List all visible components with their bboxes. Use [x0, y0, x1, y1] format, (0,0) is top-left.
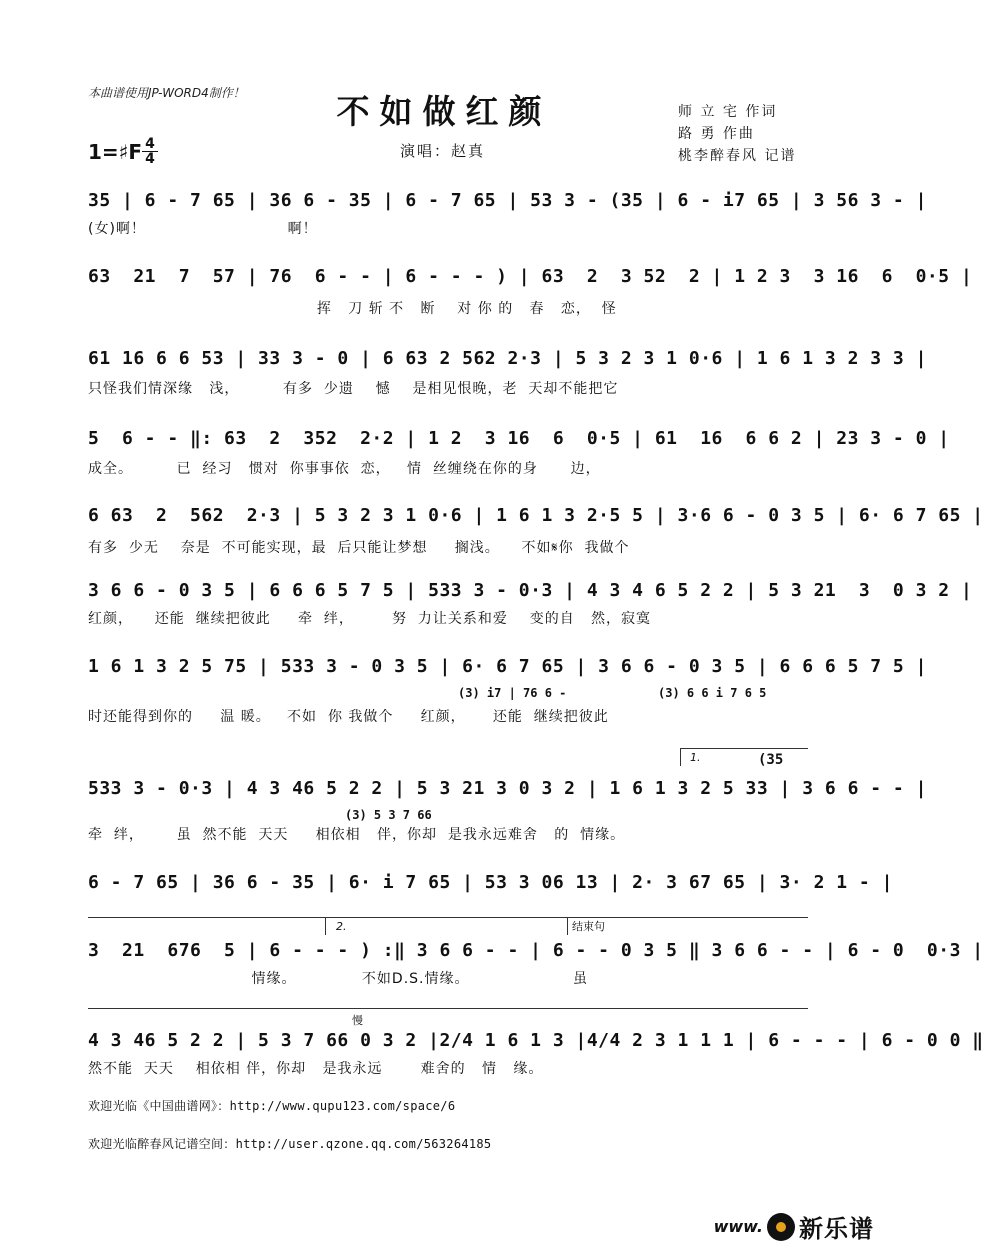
lyric-row-6: 红颜， 还能 继续把彼此 牵 绊， 努 力让关系和爱 变的自 然，寂寞 — [88, 611, 652, 627]
lyric-row-8: 牵 绊， 虽 然不能 天天 相依相 伴，你却 是我永远难舍 的 情缘。 — [88, 827, 626, 843]
ending-2-bracket-start — [325, 917, 326, 935]
ending-1-pickup: (35 — [758, 752, 784, 768]
score-row-5: 6 63 2 562 2·3 | 5 3 2 3 1 0·6 | 1 6 1 3 2·5 5 | 3·6 6 - 0 3 5 | 6· 6 7 65 | — [88, 505, 984, 526]
lyric-row-5: 有多 少无 奈是 不可能实现，最 后只能让梦想 搁浅。 不如𝄋你 我做个 — [88, 540, 630, 556]
score-row-3: 61 16 6 6 53 | 33 3 - 0 | 6 63 2 562 2·3 | 5 3 2 3 1 0·6 | 1 6 1 3 2 3 3 | — [88, 348, 927, 369]
ending-1-mark: 1. — [690, 751, 701, 764]
ossia-row-7b: (3) 6 6 i 7 6 5 — [658, 686, 767, 700]
brand-name: 新乐谱 — [799, 1215, 874, 1243]
brand-watermark — [714, 1209, 874, 1244]
key-signature: 1=♯F — [88, 140, 143, 164]
score-row-10: 3 21 676 5 | 6 - - - ) :‖ 3 6 6 - - | 6 - - 0 3 5 ‖ 3 6 6 - - | 6 - 0 0·3 | — [88, 940, 984, 961]
score-row-2: 63 21 7 57 | 76 6 - - | 6 - - - ) | 63 2 3 52 2 | 1 2 3 3 16 6 0·5 | — [88, 266, 973, 287]
coda-bracket-start — [567, 917, 568, 935]
ending-1-bracket — [680, 748, 808, 749]
lyric-row-7: 时还能得到你的 温 暖。 不如 你 我做个 红颜， 还能 继续把彼此 — [88, 709, 609, 725]
credits — [678, 101, 796, 167]
tempo-slow-mark: 慢 — [352, 1014, 363, 1027]
score-row-4: 5 6 - - ‖: 63 2 352 2·2 | 1 2 3 16 6 0·5 | 61 16 6 6 2 | 23 3 - 0 | — [88, 428, 950, 449]
system-divider-2 — [88, 1008, 808, 1009]
time-bottom: 4 — [142, 151, 158, 166]
lyric-row-11: 然不能 天天 相依相 伴，你却 是我永远 难舍的 情 缘。 — [88, 1061, 544, 1077]
vinyl-record-icon — [767, 1213, 795, 1241]
time-top: 4 — [145, 136, 155, 152]
software-note: 本曲谱使用JP-WORD4制作！ — [88, 86, 245, 100]
credit-lyricist: 师 立 宅 作词 — [678, 104, 778, 120]
score-row-6: 3 6 6 - 0 3 5 | 6 6 6 5 7 5 | 533 3 - 0·3 | 4 3 4 6 5 2 2 | 5 3 21 3 0 3 2 | — [88, 580, 973, 601]
ossia-row-7a: (3) i7 | 76 6 - — [458, 686, 567, 700]
ending-1-bracket-start — [680, 748, 681, 766]
score-row-9: 6 - 7 65 | 36 6 - 35 | 6· i 7 65 | 53 3 06 13 | 2· 3 67 65 | 3· 2 1 - | — [88, 872, 893, 893]
score-row-8: 533 3 - 0·3 | 4 3 46 5 2 2 | 5 3 21 3 0 3 2 | 1 6 1 3 2 5 33 | 3 6 6 - - | — [88, 778, 927, 799]
ossia-row-8: (3) 5 3 7 66 — [345, 808, 432, 822]
system-divider — [88, 917, 808, 918]
lyric-row-2: 挥 刀 斩 不 断 对 你 的 春 恋， 怪 — [88, 301, 617, 317]
score-row-1: 35 | 6 - 7 65 | 36 6 - 35 | 6 - 7 65 | 53 3 - (35 | 6 - i7 65 | 3 56 3 - | — [88, 190, 927, 211]
credit-composer: 路 勇 作曲 — [678, 126, 755, 142]
score-row-11: 4 3 46 5 2 2 | 5 3 7 66 0 3 2 |2/4 1 6 1 3 |4/4 2 3 1 1 1 | 6 - - - | 6 - 0 0 ‖ — [88, 1030, 984, 1051]
ending-2-mark: 2. — [336, 920, 347, 933]
score-row-7: 1 6 1 3 2 5 75 | 533 3 - 0 3 5 | 6· 6 7 65 | 3 6 6 - 0 3 5 | 6 6 6 5 7 5 | — [88, 656, 927, 677]
footer-link-qupu[interactable]: 欢迎光临《中国曲谱网》：http://www.qupu123.com/space/6 — [88, 1099, 456, 1113]
lyric-row-10: 情缘。 不如D.S.情缘。 虽 — [88, 971, 589, 987]
lyric-row-3: 只怪我们情深缘 浅， 有多 少遗 憾 是相见恨晚，老 天却不能把它 — [88, 381, 619, 397]
lyric-row-4: 成全。 已 经习 惯对 你事事依 恋， 情 丝缠绕在你的身 边， — [88, 461, 601, 477]
footer-link-qzone[interactable]: 欢迎光临醉春风记谱空间：http://user.qzone.qq.com/563264185 — [88, 1137, 492, 1151]
song-title: 不如做红颜 — [336, 92, 552, 131]
time-signature — [142, 137, 158, 166]
brand-www: www. — [713, 1217, 763, 1236]
coda-mark: 结束句 — [572, 920, 605, 933]
credit-transcriber: 桃李醉春风 记谱 — [678, 148, 797, 164]
singer: 演唱：赵真 — [400, 142, 486, 160]
lyric-row-1: (女)啊！ 啊！ — [88, 221, 318, 237]
